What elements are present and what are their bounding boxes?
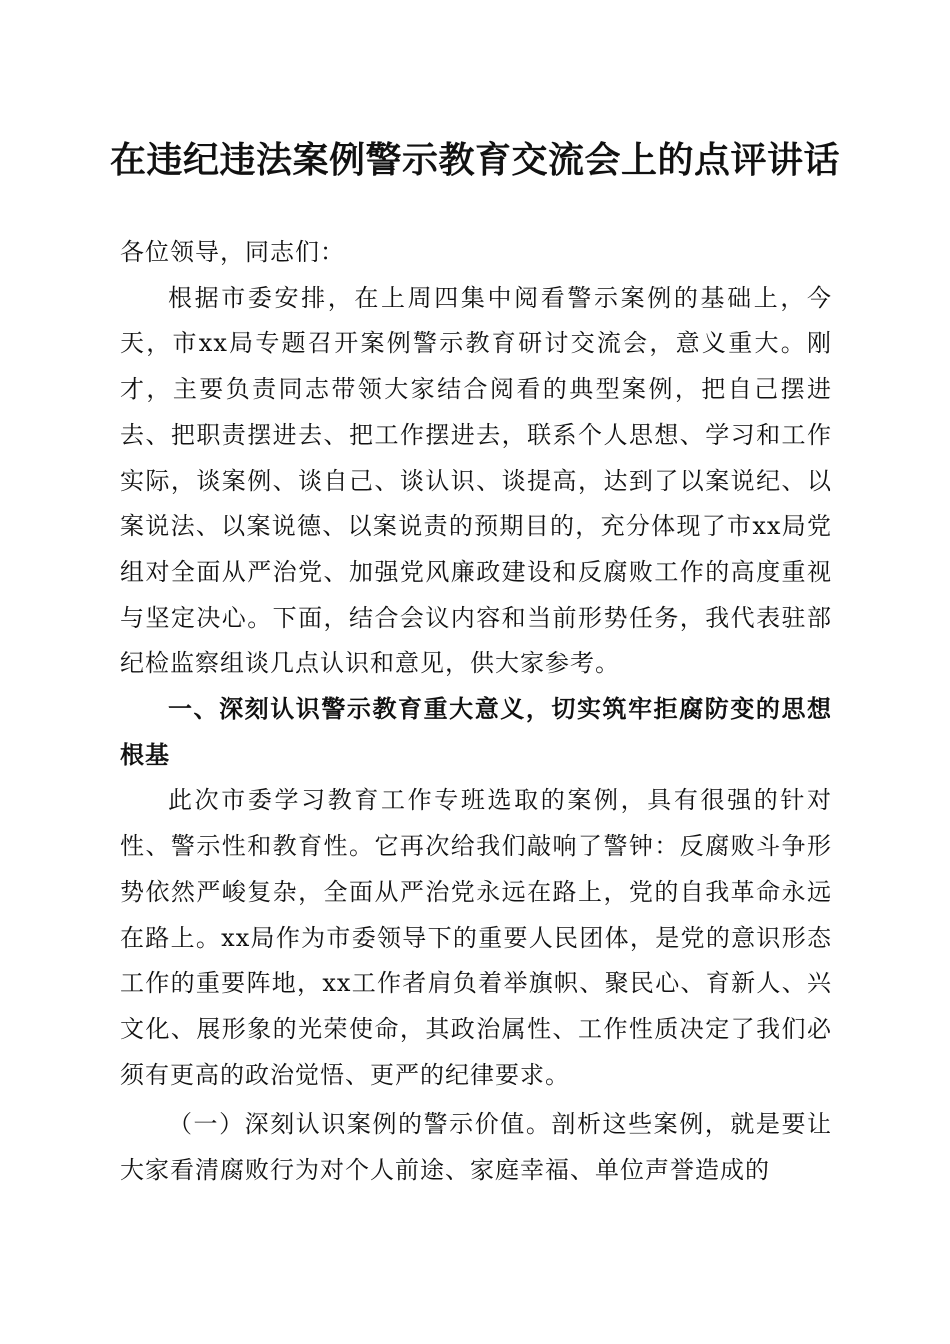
document-title: 在违纪违法案例警示教育交流会上的点评讲话 — [109, 139, 840, 181]
document-body — [120, 230, 832, 1194]
subsection-1-paragraph: （一）深刻认识案例的警示价值。剖析这些案例，就是要让大家看清腐败行为对个人前途、家庭幸福、单位声誉造成的 — [120, 1110, 832, 1185]
section-1-paragraph: 此次市委学习教育工作专班选取的案例，具有很强的针对性、警示性和教育性。它再次给我们敲响了警钟：反腐败斗争形势依然严峻复杂，全面从严治党永远在路上，党的自我革命永远在路上。xx局作为市委领导下的重要人民团体，是党的意识形态工作的重要阵地，xx工作者肩负着举旗帜、聚民心、育新人、兴文化、展形象的光荣使命，其政治属性、工作性质决定了我们必须有更高的政治觉悟、更严的纪律要求。 — [120, 786, 832, 1089]
salutation: 各位领导，同志们： — [120, 238, 345, 266]
section-1-heading: 一、深刻认识警示教育重大意义，切实筑牢拒腐防变的思想根基 — [120, 695, 832, 769]
intro-paragraph: 根据市委安排，在上周四集中阅看警示案例的基础上，今天，市xx局专题召开案例警示教育研讨交流会，意义重大。刚才，主要负责同志带领大家结合阅看的典型案例，把自己摆进去、把职责摆进去、把工作摆进去，联系个人思想、学习和工作实际，谈案例、谈自己、谈认识、谈提高，达到了以案说纪、以案说法、以案说德、以案说责的预期目的，充分体现了市xx局党组对全面从严治党、加强党风廉政建设和反腐败工作的高度重视与坚定决心。下面，结合会议内容和当前形势任务，我代表驻部纪检监察组谈几点认识和意见，供大家参考。 — [120, 283, 832, 678]
